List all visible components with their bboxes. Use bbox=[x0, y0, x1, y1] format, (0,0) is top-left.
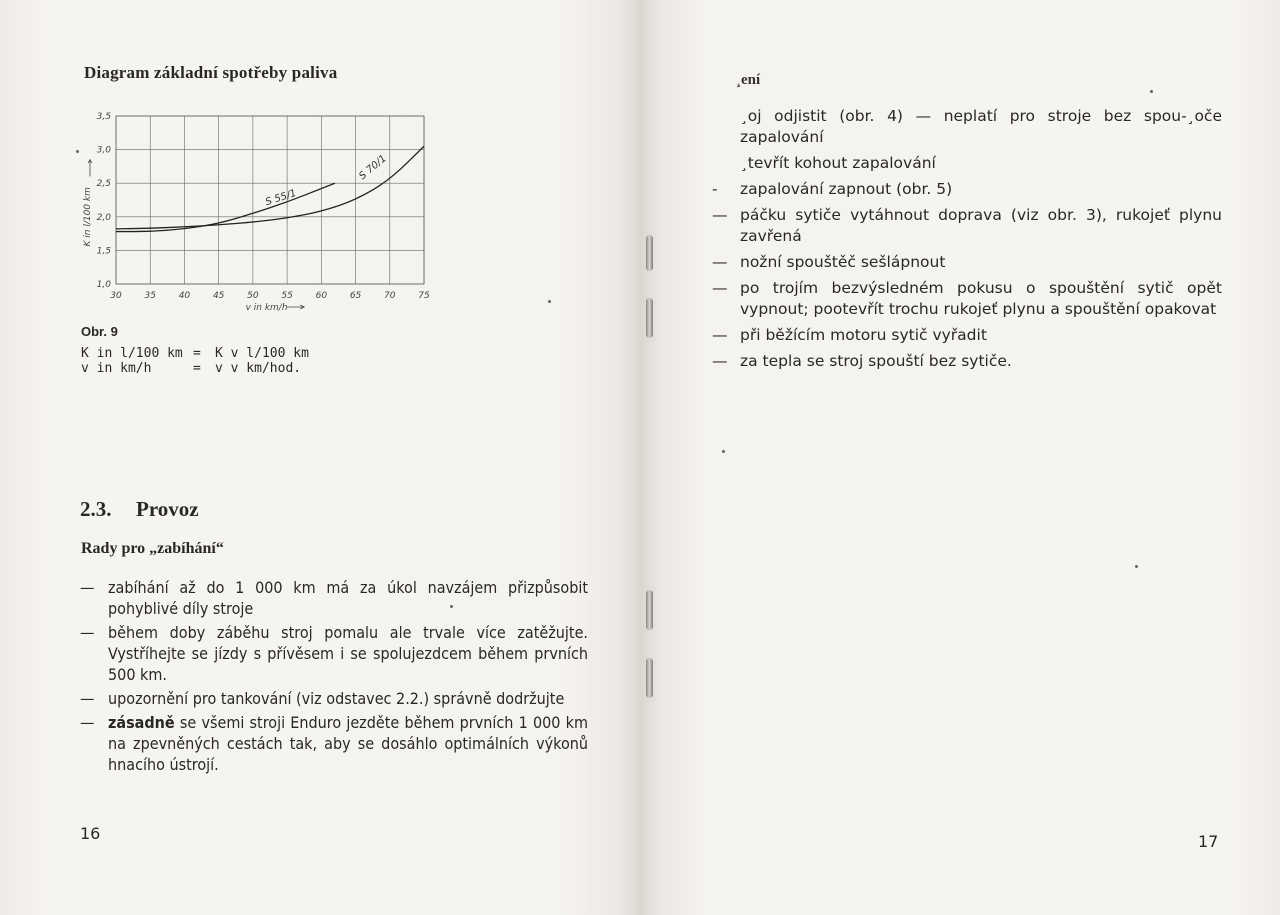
legend-speed-czech: v v km/hod. bbox=[215, 361, 302, 376]
x-tick-label: 50 bbox=[247, 291, 259, 301]
paper-speck bbox=[1150, 90, 1153, 93]
list-item bbox=[80, 688, 588, 709]
list-item-text: za tepla se stroj spouští bez sytiče. bbox=[740, 352, 1012, 370]
y-tick-label: 2,5 bbox=[96, 179, 111, 190]
list-item-text: během doby záběhu stroj pomalu ale trvale více zatěžujte. Vystříhejte se jízdy s přívěsem i se spolujezdcem během prvních 500 km. bbox=[108, 623, 588, 684]
list-item bbox=[712, 351, 1222, 372]
legend-equals: = bbox=[193, 361, 201, 376]
paper-speck bbox=[548, 300, 551, 303]
paper-speck bbox=[450, 605, 453, 608]
x-tick-label: 35 bbox=[144, 291, 156, 301]
x-tick-label: 65 bbox=[349, 291, 362, 301]
list-item-text: při běžícím motoru sytič vyřadit bbox=[740, 326, 987, 344]
paper-speck bbox=[722, 450, 725, 453]
paper-speck bbox=[1135, 565, 1138, 568]
list-item bbox=[712, 278, 1222, 320]
binding-gutter bbox=[620, 0, 660, 915]
list-item-text: ¸tevřít kohout zapalování bbox=[740, 154, 936, 172]
starting-list bbox=[712, 106, 1222, 377]
page-number-right: 17 bbox=[1198, 832, 1219, 851]
x-tick-label: 40 bbox=[178, 291, 191, 301]
list-item bbox=[712, 325, 1222, 346]
right-heading-fragment: ¸ení bbox=[736, 72, 761, 88]
section-title: Provoz bbox=[136, 497, 199, 521]
list-item-text: zabíhání až do 1 000 km má za úkol navzájem přizpůsobit pohyblivé díly stroje bbox=[108, 578, 588, 618]
legend-line-speed bbox=[81, 361, 301, 376]
list-item-text: se všemi stroji Enduro jezděte během prvních 1 000 km na zpevněných cestách tak, aby se dosáhlo optimálních výkonů hnacího ústrojí. bbox=[108, 713, 588, 774]
bullet-dash: - bbox=[712, 180, 718, 198]
list-item-text: ¸oj odjistit (obr. 4) — neplatí pro stroje bez spou-¸oče zapalování bbox=[740, 107, 1222, 146]
y-tick-label: 2,0 bbox=[96, 212, 111, 223]
list-item bbox=[712, 252, 1222, 273]
y-tick-label: 3,0 bbox=[96, 145, 111, 156]
staple bbox=[646, 590, 653, 630]
bullet-dash: — bbox=[80, 578, 95, 597]
y-tick-label: 3,5 bbox=[96, 112, 111, 122]
x-tick-label: 45 bbox=[212, 291, 225, 301]
bullet-dash: — bbox=[80, 713, 95, 732]
series-label: S 55/1 bbox=[264, 187, 298, 209]
staple bbox=[646, 235, 653, 271]
x-axis-label: v in km/h bbox=[245, 303, 288, 313]
staple bbox=[646, 298, 653, 338]
list-item bbox=[712, 205, 1222, 247]
legend-equals: = bbox=[193, 346, 201, 361]
x-tick-label: 30 bbox=[110, 291, 122, 301]
x-tick-label: 75 bbox=[418, 291, 430, 301]
list-item bbox=[712, 153, 1222, 174]
x-tick-label: 70 bbox=[384, 291, 396, 301]
emphasis-word: zásadně bbox=[108, 713, 175, 732]
legend-speed-german: v in km/h bbox=[81, 361, 152, 376]
staple bbox=[646, 658, 653, 698]
list-item bbox=[80, 622, 588, 685]
x-axis-arrow bbox=[287, 305, 304, 309]
bullet-dash: — bbox=[80, 689, 95, 708]
list-item bbox=[80, 577, 588, 619]
figure-label: Obr. 9 bbox=[81, 324, 118, 339]
section-heading bbox=[80, 497, 199, 522]
list-item-text: po trojím bezvýsledném pokusu o spouštění sytič opět vypnout; pootevřít trochu rukojeť plynu a spouštění opakovat bbox=[740, 279, 1222, 318]
bullet-dash: — bbox=[712, 279, 728, 297]
bullet-dash: — bbox=[712, 206, 728, 224]
bullet-dash: — bbox=[712, 352, 728, 370]
list-item bbox=[712, 106, 1222, 148]
paper-speck bbox=[76, 150, 79, 153]
list-item-text: zapalování zapnout (obr. 5) bbox=[740, 180, 953, 198]
bullet-dash: — bbox=[712, 253, 728, 271]
y-axis-label: K in l/100 km bbox=[83, 187, 93, 247]
chart-title: Diagram základní spotřeby paliva bbox=[84, 63, 338, 82]
list-item-text: nožní spouštěč sešlápnout bbox=[740, 253, 946, 271]
y-tick-label: 1,5 bbox=[96, 246, 111, 257]
x-tick-label: 60 bbox=[315, 291, 328, 301]
bullet-dash: — bbox=[712, 326, 728, 344]
legend-line-consumption bbox=[81, 346, 309, 361]
page-number-left: 16 bbox=[80, 824, 101, 843]
series-label: S 70/1 bbox=[357, 153, 389, 183]
legend-consumption-czech: K v l/100 km bbox=[215, 346, 309, 361]
list-item bbox=[712, 179, 1222, 200]
bullet-dash: — bbox=[80, 623, 95, 642]
subheading-break-in: Rady pro „zabíhání“ bbox=[81, 540, 224, 557]
legend-consumption-german: K in l/100 km bbox=[81, 346, 183, 361]
list-item-text: upozornění pro tankování (viz odstavec 2.2.) správně dodržujte bbox=[108, 689, 565, 708]
break-in-list bbox=[80, 577, 588, 778]
x-tick-label: 55 bbox=[281, 291, 293, 301]
list-item bbox=[80, 712, 588, 775]
section-number: 2.3. bbox=[80, 497, 112, 521]
list-item-text: páčku sytiče vytáhnout doprava (viz obr. 3), rukojeť plynu zavřená bbox=[740, 206, 1222, 245]
fuel-consumption-chart bbox=[72, 100, 432, 320]
y-axis-arrow bbox=[88, 160, 92, 177]
y-tick-label: 1,0 bbox=[96, 280, 111, 290]
list-item-body bbox=[108, 713, 588, 774]
